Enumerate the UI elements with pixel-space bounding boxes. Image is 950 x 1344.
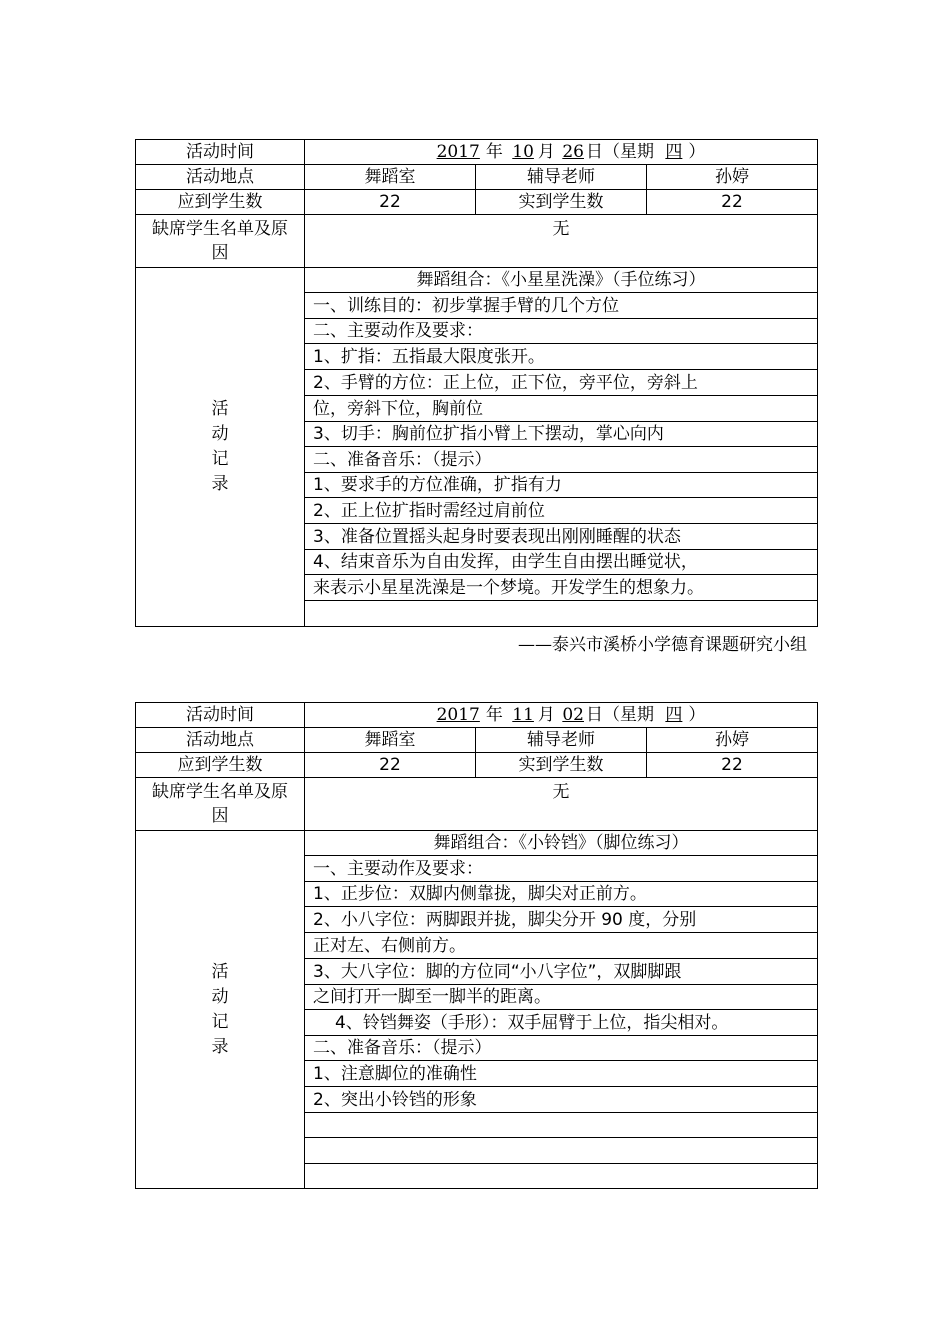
- weekday: 四: [665, 705, 683, 725]
- record-title: 舞蹈组合：《小星星洗澡》（手位练习）: [305, 268, 818, 293]
- record-line: 正对左、右侧前方。: [305, 933, 818, 959]
- record-line-empty: [305, 1138, 818, 1164]
- actual-label: 实到学生数: [476, 753, 647, 778]
- place-label: 活动地点: [136, 728, 305, 753]
- time-label: 活动时间: [136, 140, 305, 165]
- record-line: 位，旁斜下位，胸前位: [305, 396, 818, 422]
- record-line: 二、主要动作及要求：: [305, 319, 818, 344]
- expected-label: 应到学生数: [136, 753, 305, 778]
- record-line: 1、要求手的方位准确，扩指有力: [305, 473, 818, 498]
- record-line: 之间打开一脚至一脚半的距离。: [305, 985, 818, 1010]
- place-value: 舞蹈室: [305, 728, 476, 753]
- record-line: 2、正上位扩指时需经过肩前位: [305, 498, 818, 524]
- teacher-label: 辅导老师: [476, 165, 647, 190]
- record-line-empty: [305, 601, 818, 627]
- place-value: 舞蹈室: [305, 165, 476, 190]
- record-line: 4、结束音乐为自由发挥，由学生自由摆出睡觉状，: [305, 550, 818, 575]
- footer-signature: ——泰兴市溪桥小学德育课题研究小组: [518, 635, 807, 655]
- actual-value: 22: [647, 753, 818, 778]
- record-line: 4、铃铛舞姿（手形）：双手屈臂于上位，指尖相对。: [305, 1010, 818, 1036]
- record-line: 3、大八字位：脚的方位同“小八字位”，双脚脚跟: [305, 959, 818, 985]
- expected-value: 22: [305, 753, 476, 778]
- teacher-label: 辅导老师: [476, 728, 647, 753]
- record-label: 活 动 记 录: [136, 831, 305, 1189]
- date-value: 2017 年 10 月 26 日（星期 四 ）: [305, 140, 818, 165]
- actual-value: 22: [647, 190, 818, 215]
- expected-value: 22: [305, 190, 476, 215]
- date-value: 2017 年 11 月 02 日（星期 四 ）: [305, 703, 818, 728]
- year: 2017: [436, 142, 480, 162]
- record-line: 2、突出小铃铛的形象: [305, 1087, 818, 1113]
- day: 02: [562, 705, 584, 725]
- time-label: 活动时间: [136, 703, 305, 728]
- record-line: 3、准备位置摇头起身时要表现出刚刚睡醒的状态: [305, 524, 818, 550]
- record-line: 2、小八字位：两脚跟并拢，脚尖分开 90 度，分别: [305, 907, 818, 933]
- record-line-empty: [305, 1113, 818, 1138]
- place-label: 活动地点: [136, 165, 305, 190]
- record-line: 二、准备音乐：（提示）: [305, 447, 818, 473]
- record-line: 1、注意脚位的准确性: [305, 1061, 818, 1087]
- record-line: 一、主要动作及要求：: [305, 856, 818, 882]
- record-line: 3、切手：胸前位扩指小臂上下摆动，掌心向内: [305, 422, 818, 447]
- absent-value: 无: [305, 778, 818, 831]
- activity-record-table-1: [135, 139, 818, 627]
- year: 2017: [436, 705, 480, 725]
- absent-label: 缺席学生名单及原因: [136, 778, 305, 831]
- actual-label: 实到学生数: [476, 190, 647, 215]
- weekday: 四: [665, 142, 683, 162]
- record-line: 二、准备音乐：（提示）: [305, 1036, 818, 1061]
- activity-record-table-2: [135, 702, 818, 1189]
- record-line-empty: [305, 1164, 818, 1189]
- day: 26: [562, 142, 584, 162]
- absent-value: 无: [305, 215, 818, 268]
- record-line: 2、手臂的方位：正上位，正下位，旁平位，旁斜上: [305, 370, 818, 396]
- month: 10: [512, 142, 534, 162]
- expected-label: 应到学生数: [136, 190, 305, 215]
- teacher-value: 孙婷: [647, 728, 818, 753]
- teacher-value: 孙婷: [647, 165, 818, 190]
- record-line: 来表示小星星洗澡是一个梦境。开发学生的想象力。: [305, 575, 818, 601]
- record-line: 1、扩指：五指最大限度张开。: [305, 344, 818, 370]
- record-title: 舞蹈组合：《小铃铛》（脚位练习）: [305, 831, 818, 856]
- record-line: 一、训练目的：初步掌握手臂的几个方位: [305, 293, 818, 319]
- record-line: 1、正步位：双脚内侧靠拢，脚尖对正前方。: [305, 882, 818, 907]
- month: 11: [512, 705, 534, 725]
- record-label: 活 动 记 录: [136, 268, 305, 627]
- absent-label: 缺席学生名单及原因: [136, 215, 305, 268]
